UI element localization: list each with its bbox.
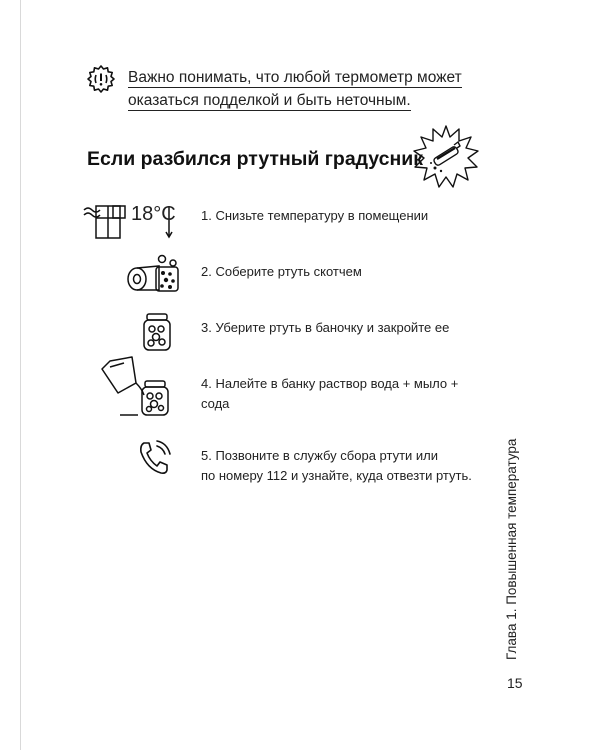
temperature-label: 18°C — [131, 203, 176, 225]
step-line: 5. Позвоните в службу сбора ртути или — [201, 448, 439, 463]
step-5-text — [201, 446, 472, 486]
step-line: по номеру 112 и узнайте, куда отвезти ртуть. — [201, 468, 472, 483]
step-line: 4. Налейте в банку раствор вода + мыло + — [201, 376, 459, 391]
notice-line: оказаться подделкой и быть неточным. — [128, 92, 411, 109]
step-line: 3. Уберите ртуть в баночку и закройте ее — [201, 320, 450, 335]
chapter-label: Глава 1. Повышенная температура — [504, 438, 519, 660]
step-3-text — [201, 318, 449, 338]
broken-thermometer-icon — [411, 124, 481, 190]
jar-icon — [140, 312, 174, 352]
pouring-jar-icon — [100, 355, 180, 423]
step-4-text — [201, 374, 458, 414]
step-2-text — [201, 262, 362, 282]
page-edge-line — [20, 0, 21, 750]
warning-gear-icon — [86, 64, 116, 94]
step-line: сода — [201, 396, 230, 411]
phone-icon — [138, 440, 172, 476]
step-line: 1. Снизьте температуру в помещении — [201, 208, 429, 223]
step-1-text — [201, 206, 428, 226]
notice-line: Важно понимать, что любой термометр может — [128, 69, 462, 86]
section-title: Если разбился ртутный градусник — [87, 148, 424, 170]
page-number: 15 — [507, 675, 523, 691]
step-line: 2. Соберите ртуть скотчем — [201, 264, 362, 279]
tape-roll-icon — [126, 253, 182, 295]
warning-notice — [128, 67, 462, 113]
